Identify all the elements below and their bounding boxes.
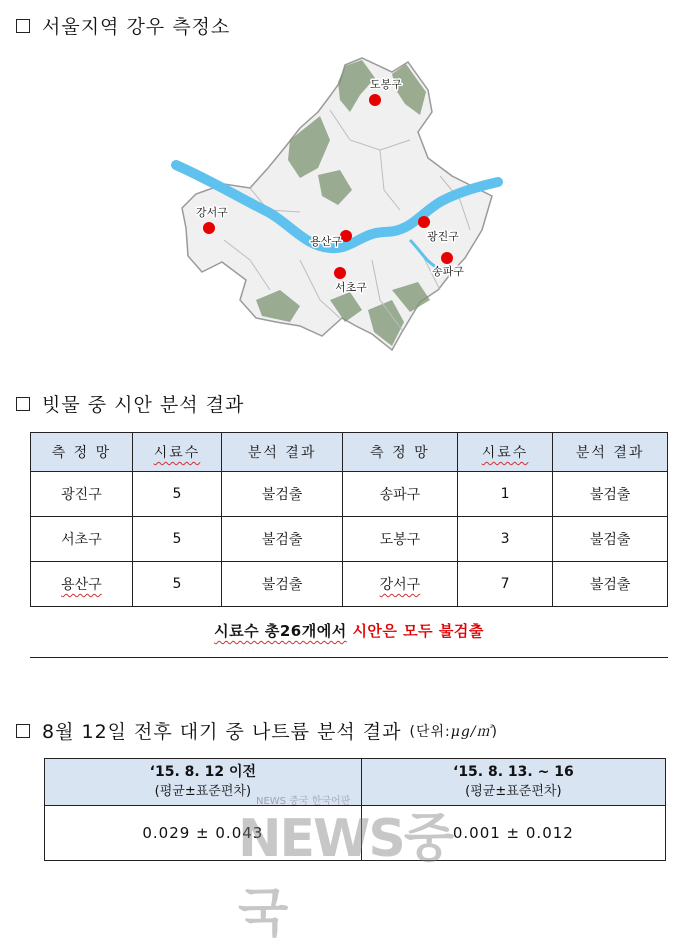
sample-count: 5 [132,562,221,607]
table-row [45,806,666,861]
checkbox-icon [16,724,30,738]
unit-label: (단위:μg/㎥) [409,723,498,740]
table-row [31,562,668,607]
section-title-text: 서울지역 강우 측정소 [42,16,231,38]
analysis-result: 불검출 [222,562,343,607]
section-title-stations [16,12,230,39]
sample-count: 5 [132,517,221,562]
summary-line [30,620,668,641]
section-title-text: 빗물 중 시안 분석 결과 [42,394,245,416]
section-title-cyanide [16,390,244,417]
station-marker [441,252,453,264]
station-label: 강서구 [196,206,228,219]
seoul-map [160,55,505,355]
checkbox-icon [16,397,30,411]
station-marker [203,222,215,234]
section-title-text: 8월 12일 전후 대기 중 나트륨 분석 결과 [42,721,402,743]
station-name: 서초구 [31,517,133,562]
station-marker [369,94,381,106]
station-marker [334,267,346,279]
sample-count: 7 [457,562,553,607]
sodium-before-value: 0.029 ± 0.043 [45,806,362,861]
header-result: 분석 결과 [553,433,668,472]
sample-count: 3 [457,517,553,562]
analysis-result: 불검출 [553,517,668,562]
table-header-row [31,433,668,472]
table-row [31,472,668,517]
sodium-results-table [44,758,666,861]
station-name: 용산구 [31,562,133,607]
station-label: 도봉구 [370,78,402,91]
station-name: 광진구 [31,472,133,517]
period-after-header: ‘15. 8. 13. ~ 16 (평균±표준편차) [361,759,665,806]
header-result: 분석 결과 [222,433,343,472]
table-row [31,517,668,562]
table-header-row [45,759,666,806]
analysis-result: 불검출 [222,517,343,562]
station-label: 광진구 [427,230,459,243]
station-label: 서초구 [335,281,367,294]
summary-prefix: 시료수 총26개에서 [214,622,347,640]
period-before-header: ‘15. 8. 12 이전 (평균±표준편차) [45,759,362,806]
station-name: 도봉구 [343,517,458,562]
header-station: 측 정 망 [343,433,458,472]
summary-highlight: 시안은 모두 불검출 [352,622,484,640]
watermark-small-text: NEWS 중국 한국어판 [256,796,351,807]
watermark-logo-text: NEWS중국 [238,809,453,944]
sample-count: 5 [132,472,221,517]
station-label: 용산구 [310,235,342,248]
summary-divider [30,657,668,658]
sodium-after-value: 0.001 ± 0.012 [361,806,665,861]
header-samples: 시료수 [132,433,221,472]
analysis-result: 불검출 [553,562,668,607]
cyanide-results-table [30,432,668,607]
station-label: 송파구 [432,265,464,278]
header-station: 측 정 망 [31,433,133,472]
station-name: 송파구 [343,472,458,517]
header-samples: 시료수 [457,433,553,472]
sample-count: 1 [457,472,553,517]
analysis-result: 불검출 [222,472,343,517]
checkbox-icon [16,19,30,33]
section-title-sodium [16,717,498,744]
station-name: 강서구 [343,562,458,607]
station-marker [418,216,430,228]
analysis-result: 불검출 [553,472,668,517]
